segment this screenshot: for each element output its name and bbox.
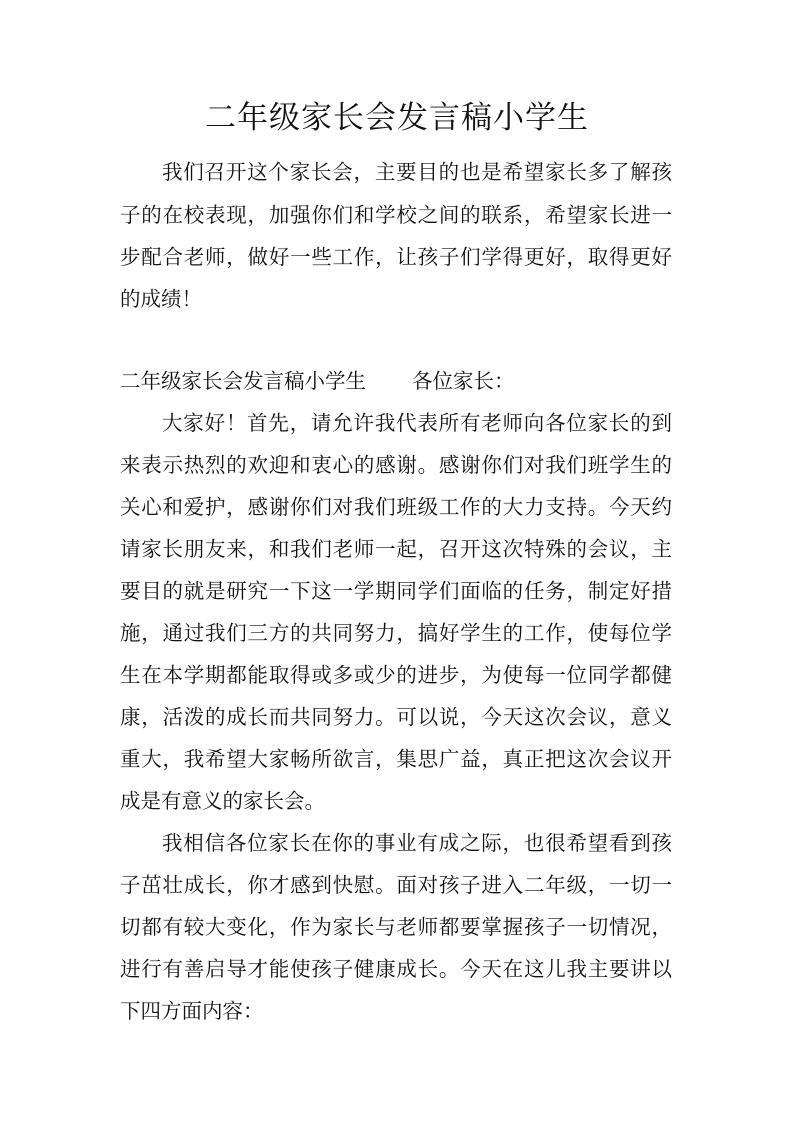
- greeting-heading: 二年级家长会发言稿小学生: [120, 369, 366, 393]
- paragraph1-line: 重大，我希望大家畅所欲言，集思广益，真正把这次会议开: [120, 747, 672, 771]
- document-title: 二年级家长会发言稿小学生: [205, 100, 589, 136]
- greeting-salutation: 各位家长：: [412, 369, 515, 393]
- paragraph2-line: 切都有较大变化，作为家长与老师都要掌握孩子一切情况，: [120, 915, 672, 939]
- paragraph1-line: 成是有意义的家长会。: [120, 789, 325, 813]
- paragraph1-line: 请家长朋友来，和我们老师一起，召开这次特殊的会议，主: [120, 537, 672, 561]
- paragraph2-line: 我相信各位家长在你的事业有成之际，也很希望看到孩: [162, 831, 672, 855]
- paragraph2-line: 子茁壮成长，你才感到快慰。面对孩子进入二年级，一切一: [120, 873, 672, 897]
- paragraph1-line: 要目的就是研究一下这一学期同学们面临的任务，制定好措: [120, 579, 672, 603]
- intro-line: 步配合老师，做好一些工作，让孩子们学得更好，取得更好: [120, 245, 672, 269]
- intro-line: 子的在校表现，加强你们和学校之间的联系，希望家长进一: [120, 203, 672, 227]
- paragraph2-line: 进行有善启导才能使孩子健康成长。今天在这儿我主要讲以: [120, 957, 672, 981]
- paragraph1-line: 康，活泼的成长而共同努力。可以说，今天这次会议，意义: [120, 705, 672, 729]
- intro-line: 的成绩！: [120, 287, 202, 311]
- paragraph1-line: 大家好！首先，请允许我代表所有老师向各位家长的到: [162, 411, 672, 435]
- paragraph1-line: 来表示热烈的欢迎和衷心的感谢。感谢你们对我们班学生的: [120, 453, 672, 477]
- paragraph2-line: 下四方面内容：: [120, 999, 264, 1023]
- paragraph1-line: 生在本学期都能取得或多或少的进步，为使每一位同学都健: [120, 663, 672, 687]
- greeting-line: [120, 366, 515, 396]
- paragraph1-line: 关心和爱护，感谢你们对我们班级工作的大力支持。今天约: [120, 495, 672, 519]
- paragraph1-line: 施，通过我们三方的共同努力，搞好学生的工作，使每位学: [120, 621, 672, 645]
- intro-line: 我们召开这个家长会，主要目的也是希望家长多了解孩: [162, 160, 672, 184]
